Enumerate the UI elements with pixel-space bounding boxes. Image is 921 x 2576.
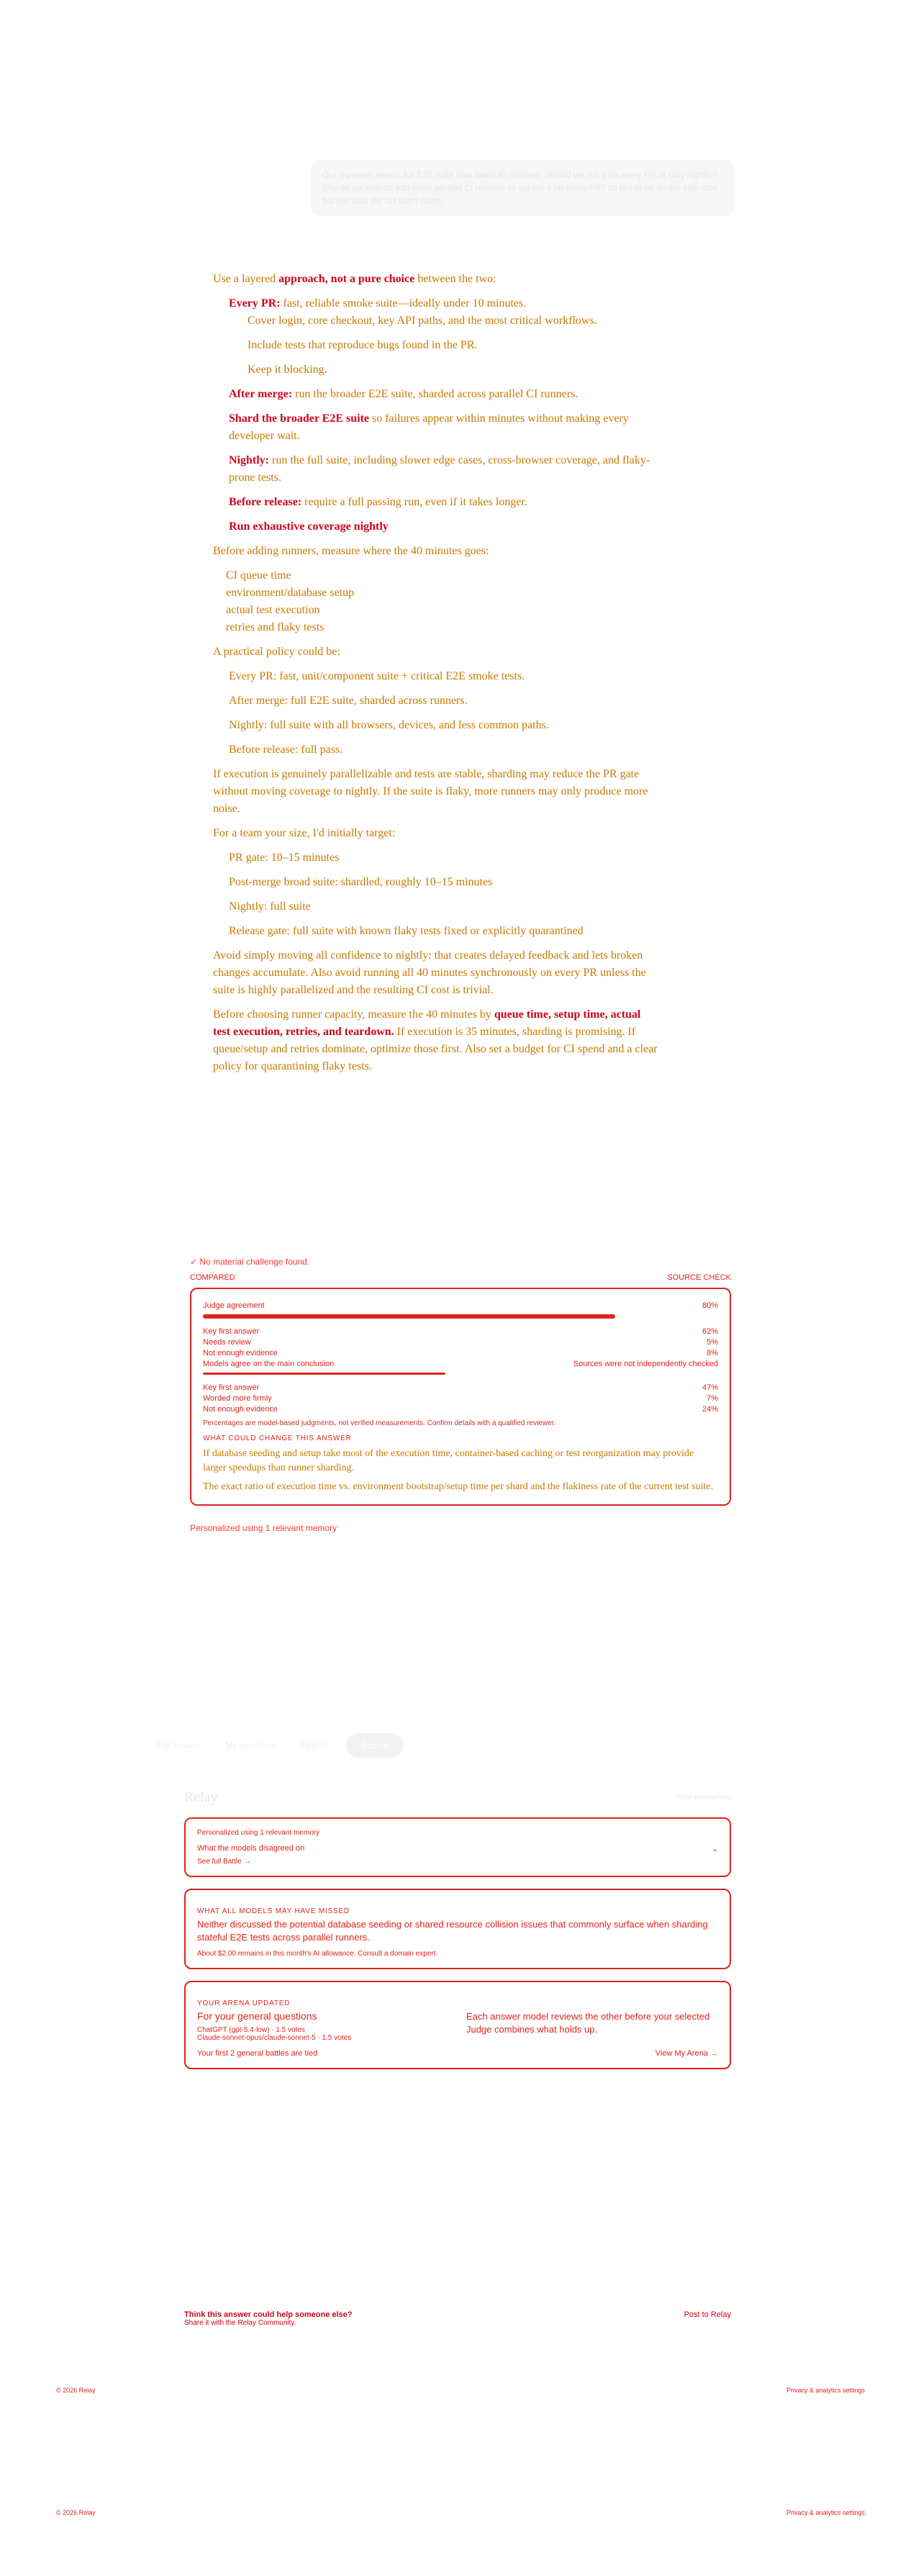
share-question: Think this answer could help someone else? [184, 2310, 353, 2319]
question-text: Our 4-person team's full E2E suite now takes 40 minutes. Should we run it on every PR or only nightly? Should we instead add more parallel CI runners so we run it on every PR? I'd like to be on the safe side but not slow the full team down. [322, 170, 718, 206]
metric-value: 7% [707, 1394, 718, 1403]
measure-item: environment/database setup [226, 587, 355, 599]
share-text [184, 2310, 353, 2327]
metric-row [203, 1383, 718, 1392]
item-every-pr [229, 295, 659, 379]
arena-desc: Each answer model reviews the other before your selected Judge combines what holds up. [466, 2011, 710, 2035]
col-right: SOURCE CHECK [667, 1273, 731, 1282]
verdict-panel [190, 1252, 731, 1537]
item-label: After merge: [229, 388, 293, 400]
answer-intro [213, 271, 659, 288]
item-label: Every PR: [229, 297, 281, 309]
accept-button[interactable]: Accept [346, 1733, 404, 1758]
footer-repeat [56, 2509, 865, 2516]
disclaimer: Percentages are model-based judgments, not verified measurements. Confirm details with a qualified reviewer. [203, 1419, 556, 1427]
share-prompt [184, 2310, 731, 2327]
measure-item: actual test execution [226, 604, 320, 616]
user-question-bubble [311, 160, 734, 216]
metric-row [203, 1338, 718, 1347]
item-release [229, 494, 659, 511]
target-intro: For a team your size, I'd initially target: [213, 827, 396, 839]
disagree-row[interactable] [197, 1844, 718, 1853]
closing [213, 1006, 659, 1075]
verdict-status [190, 1252, 731, 1271]
change-head: WHAT COULD CHANGE THIS ANSWER [203, 1434, 352, 1442]
sub-item: Keep it blocking. [248, 363, 327, 376]
target-item: PR gate: 10–15 minutes [229, 851, 340, 864]
view-arena-link[interactable]: View My Arena → [655, 2049, 718, 2058]
metric-row [203, 1394, 718, 1403]
evidence-bar [203, 1373, 445, 1375]
share-sub: Share it with the Relay Community. [184, 2319, 296, 2327]
see-full-battle-link[interactable]: See full Battle → [197, 1858, 251, 1866]
change-1: If database seeding and setup take most of the execution time, container-based caching or test reorganization may provide larger speedups than runner sharding. [203, 1448, 694, 1473]
sub-item: Cover login, core checkout, key API paths, and the most critical workflows. [248, 315, 597, 327]
metric-row [203, 1349, 718, 1357]
metric-value: 80% [702, 1301, 718, 1310]
metric-row [203, 1405, 718, 1414]
item-text: run the broader E2E suite, sharded across parallel CI runners. [295, 388, 579, 400]
sub-item: Include tests that reproduce bugs found in the PR. [248, 339, 478, 351]
measure-item: retries and flaky tests [226, 621, 325, 633]
policy-item: Before release: full pass. [229, 744, 343, 756]
item-label: Nightly: [229, 454, 269, 466]
closing-pre: Before choosing runner capacity, measure the 40 minutes by [213, 1008, 491, 1021]
model-name: Claude-sonnet-opus/claude-sonnet-5 [197, 2034, 316, 2042]
disagreement-box [184, 1817, 731, 1877]
intro-bold: approach, not a pure choice [278, 273, 415, 285]
policy-item: Every PR: fast, unit/component suite + critical E2E smoke tests. [229, 670, 525, 682]
privacy-link[interactable]: Privacy & analytics settings [786, 2387, 865, 2394]
notes-row [203, 1360, 718, 1368]
avoid-note: Avoid simply moving all confidence to nightly: that creates delayed feedback and lets broken changes accumulate. Also avoid running all 40 minutes synchronously on every PR unless the suite is highly parallelized and the resulting CI cost is trivial. [213, 949, 646, 996]
item-text: so failures appear within minutes without making every developer wait. [229, 412, 629, 442]
arena-foot-row [197, 2049, 718, 2058]
item-after-merge [229, 386, 659, 403]
model-name: ChatGPT (gpt-5.4-low) [197, 2026, 270, 2034]
disagree-head: What the models disagreed on [197, 1844, 305, 1853]
status-text: No material challenge found. [199, 1257, 310, 1267]
metric-value: 5% [707, 1338, 718, 1347]
relay-title: Relay [184, 1789, 218, 1805]
closing-bold: queue time, setup time, actual test execution, retries, and teardown. [213, 1008, 641, 1038]
metric-value: 47% [702, 1383, 718, 1392]
missed-box [184, 1889, 731, 1969]
policy-intro: A practical policy could be: [213, 646, 340, 658]
action-bar [150, 1733, 404, 1758]
policy-item: After merge: full E2E suite, sharded across runners. [229, 695, 468, 707]
my-questions-button[interactable]: My questions [225, 1740, 277, 1750]
metric-label: Worded more firmly [203, 1394, 272, 1403]
item-nightly-coverage [229, 518, 659, 535]
item-text: fast, reliable smoke suite—ideally under 10 minutes. [283, 297, 527, 309]
target-item: Release gate: full suite with known flaky tests fixed or explicitly quarantined [229, 925, 584, 937]
intro-prefix: Use a layered [213, 273, 276, 285]
answer-body [213, 271, 659, 1083]
missed-head: WHAT ALL MODELS MAY HAVE MISSED [197, 1907, 350, 1915]
item-nightly [229, 452, 659, 487]
policy-item: Nightly: full suite with all browsers, devices, and less common paths. [229, 719, 549, 731]
metric-label: Needs review [203, 1338, 251, 1347]
metric-value: 62% [702, 1327, 718, 1336]
answer-list [213, 295, 659, 535]
item-label: Shard the broader E2E suite [229, 412, 369, 425]
intro-suffix: between the two: [417, 273, 496, 285]
col-left: COMPARED [190, 1273, 235, 1282]
metric-value: 8% [707, 1349, 718, 1357]
relay-section [184, 1789, 731, 2069]
metric-label: Not enough evidence [203, 1349, 278, 1357]
col-heads [190, 1273, 731, 1282]
target-item: Nightly: full suite [229, 900, 311, 913]
arena-left [197, 2010, 449, 2042]
agree-note: Models agree on the main conclusion [203, 1360, 335, 1368]
arena-question: For your general questions [197, 2010, 317, 2022]
metric-label: Judge agreement [203, 1301, 265, 1310]
arena-row [197, 2010, 718, 2042]
measure-item: CI queue time [226, 569, 291, 582]
debrief-button[interactable]: Debrief [301, 1740, 329, 1750]
policy-list [213, 668, 659, 759]
target-item: Post-merge broad suite: shardled, roughly 10–15 minutes [229, 876, 493, 888]
personalized-note: Personalized using 1 relevant memory [190, 1523, 337, 1533]
item-label: Before release: [229, 496, 302, 508]
sources-note: Sources were not independently checked [573, 1360, 718, 1368]
arena-foot: Your first 2 general battles are tied [197, 2049, 318, 2058]
metric-label: Key first answer [203, 1383, 260, 1392]
target-list [213, 849, 659, 940]
agreement-bar [203, 1314, 615, 1319]
before-runners: Before adding runners, measure where the 40 minutes goes: [213, 545, 489, 557]
agreement-box [190, 1288, 731, 1506]
arena-head: YOUR ARENA UPDATED [197, 1999, 291, 2007]
metric-row [203, 1327, 718, 1336]
chevron-down-icon: ⌄ [711, 1845, 718, 1853]
item-text: run the full suite, including slower edge cases, cross-browser coverage, and flaky-prone tests. [229, 454, 650, 484]
full-answer-button[interactable]: Full answer [157, 1740, 201, 1750]
arena-model-1: ChatGPT (gpt-5.4-low) · 1.5 votes [197, 2026, 305, 2034]
arena-model-2: Claude-sonnet-opus/claude-sonnet-5 · 1.5 votes [197, 2034, 352, 2042]
parallel-note: If execution is genuinely parallelizable and tests are stable, sharding may reduce the PR gate without moving coverage to nightly. If the suite is flaky, more runners may only produce more noise. [213, 768, 648, 815]
closing-post: If execution is 35 minutes, sharding is promising. If queue/setup and retries dominate, optimize those first. Also set a budget for CI spend and a clear policy for quarantining flaky tests. [213, 1026, 658, 1072]
hide-comparison-link[interactable]: Hide comparison [676, 1794, 731, 1802]
check-icon: ✓ [190, 1257, 198, 1267]
model-votes: 1.5 votes [276, 2026, 305, 2034]
privacy-link[interactable]: Privacy & analytics settings [786, 2509, 865, 2516]
metric-label: Key first answer [203, 1327, 260, 1336]
measure-list [213, 567, 659, 636]
missed-fine: About $2.00 remains in this month's AI allowance. Consult a domain expert. [197, 1950, 438, 1958]
missed-text: Neither discussed the potential database seeding or shared resource collision issues that commonly surface when sharding stateful E2E tests across parallel runners. [197, 1919, 708, 1943]
item-label: Run exhaustive coverage nightly [229, 520, 389, 533]
arena-box [184, 1981, 731, 2069]
metric-value: 24% [702, 1405, 718, 1414]
post-to-relay-button[interactable]: Post to Relay [684, 2310, 731, 2319]
item-shard [229, 410, 659, 445]
copyright: © 2026 Relay [56, 2387, 96, 2394]
personalized-label: Personalized using 1 relevant memory [197, 1829, 320, 1837]
metric-label: Not enough evidence [203, 1405, 278, 1414]
item-text: require a full passing run, even if it takes longer. [304, 496, 527, 508]
model-votes: 1.5 votes [322, 2034, 352, 2042]
change-2: The exact ratio of execution time vs. environment bootstrap/setup time per shard and the flakiness rate of the current test suite. [203, 1481, 714, 1492]
copyright: © 2026 Relay [56, 2509, 96, 2516]
metric-row [203, 1301, 718, 1310]
footer [56, 2387, 865, 2394]
